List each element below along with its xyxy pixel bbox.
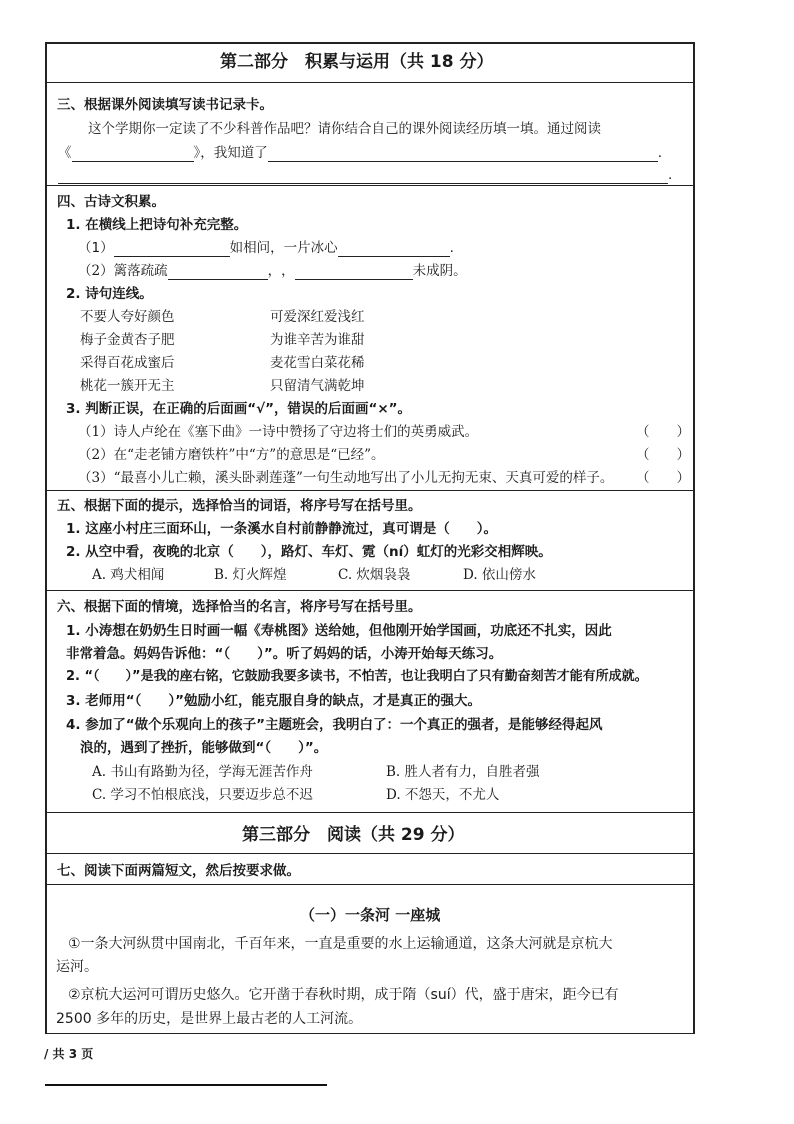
poem-blank[interactable] — [114, 242, 230, 257]
divider — [45, 884, 695, 885]
page-frame — [45, 42, 695, 1034]
book-title-blank[interactable] — [72, 147, 194, 162]
judge-item: （3）“最喜小儿亡赖，溪头卧剥莲蓬”一句生动地写出了小儿无拘无束、天真可爱的样子。 — [78, 470, 614, 486]
poem-left: 梅子金黄杏子肥 — [80, 332, 175, 348]
q4-heading: 四、古诗文积累。 — [57, 194, 165, 210]
q6-item: 2. “（ ）”是我的座右铭，它鼓励我要多读书，不怕苦，也让我明白了只有勤奋刻苦才能有所成就。 — [66, 669, 648, 684]
poem-text: （2）篱落疏疏 — [78, 263, 168, 279]
q3-fill-line — [58, 144, 662, 162]
poem-left: 桃花一簇开无主 — [80, 378, 175, 394]
option: A. 鸡犬相闻 — [92, 567, 165, 583]
judge-item: （2）在“走老铺方磨铁杵”中“方”的意思是“已经”。 — [78, 447, 385, 463]
q6-item: 3. 老师用“（ ）”勉励小红，能克服自身的缺点，才是真正的强大。 — [66, 693, 481, 709]
judge-item: （1）诗人卢纶在《塞下曲》一诗中赞扬了守边将士们的英勇威武。 — [78, 424, 479, 440]
q6-item: 浪的，遇到了挫折，能够做到“（ ）”。 — [80, 740, 328, 756]
poem-right: 麦花雪白菜花稀 — [270, 355, 365, 371]
poem-blank[interactable] — [338, 242, 450, 257]
q6-item: 1. 小涛想在奶奶生日时画一幅《寿桃图》送给她，但他刚开始学国画，功底还不扎实，因此 — [66, 623, 612, 639]
close-text: 》，我知道了 — [193, 145, 268, 161]
passage-text: 2500 多年的历史，是世界上最古老的人工河流。 — [56, 1011, 363, 1027]
q4-sub1: 1. 在横线上把诗句补充完整。 — [66, 217, 248, 233]
part2-title: 第二部分 积累与运用（共 18 分） — [220, 52, 494, 72]
divider — [45, 812, 695, 813]
poem-right: 为谁辛苦为谁甜 — [270, 332, 365, 348]
divider — [45, 1033, 695, 1034]
page-number: / 共 3 页 — [44, 1047, 94, 1061]
passage-text: ①一条大河纵贯中国南北，千百年来，一直是重要的水上运输通道，这条大河就是京杭大 — [68, 936, 613, 952]
divider — [45, 590, 695, 591]
bottom-rule — [45, 1084, 327, 1086]
poem-text: 未成阴。 — [412, 263, 467, 279]
answer-paren[interactable]: （ ） — [636, 447, 690, 463]
poem-left: 采得百花成蜜后 — [80, 355, 175, 371]
q5-item: 1. 这座小村庄三面环山，一条溪水自村前静静流过，真可谓是（ ）。 — [66, 521, 497, 537]
period: . — [668, 167, 673, 183]
poem-blank[interactable] — [295, 265, 413, 280]
answer-paren[interactable]: （ ） — [636, 470, 690, 486]
part3-title: 第三部分 阅读（共 29 分） — [242, 825, 465, 845]
option: C. 学习不怕根底浅，只要迈步总不迟 — [92, 787, 313, 803]
q4-sub3: 3. 判断正误，在正确的后面画“√”，错误的后面画“×”。 — [66, 401, 412, 417]
q4-line2 — [78, 262, 467, 280]
poem-blank[interactable] — [168, 265, 268, 280]
passage-title: （一）一条河 一座城 — [300, 906, 441, 924]
q6-item: 4. 参加了“做个乐观向上的孩子”主题班会，我明白了：一个真正的强者，是能够经得起风 — [66, 717, 603, 733]
period: . — [449, 240, 454, 256]
option: D. 不怨天，不尤人 — [386, 787, 500, 803]
q4-sub2: 2. 诗句连线。 — [66, 286, 153, 302]
open-quote: 《 — [58, 145, 72, 161]
comma: ， — [267, 263, 282, 279]
divider — [45, 185, 695, 186]
q5-heading: 五、根据下面的提示，选择恰当的词语，将序号写在括号里。 — [57, 498, 422, 514]
option: A. 书山有路勤为径，学海无涯苦作舟 — [92, 764, 313, 780]
q6-heading: 六、根据下面的情境，选择恰当的名言，将序号写在括号里。 — [57, 599, 422, 615]
poem-right: 只留清气满乾坤 — [270, 378, 365, 394]
option: B. 胜人者有力，自胜者强 — [386, 764, 540, 780]
learned-blank[interactable] — [268, 147, 658, 162]
option: D. 依山傍水 — [463, 567, 536, 583]
divider — [45, 82, 695, 83]
poem-right: 可爱深红爱浅红 — [270, 309, 365, 325]
option: B. 灯火辉煌 — [214, 567, 287, 583]
passage-text: 运河。 — [56, 959, 98, 975]
q7-heading: 七、阅读下面两篇短文，然后按要求做。 — [57, 863, 300, 879]
q3-fill-line-2 — [58, 166, 672, 184]
poem-left: 不要人夸好颜色 — [80, 309, 175, 325]
option: C. 炊烟袅袅 — [338, 567, 411, 583]
divider — [45, 853, 695, 854]
period: . — [657, 145, 663, 161]
poem-text: 如相问，一片冰心 — [229, 240, 338, 256]
passage-text: ②京杭大运河可谓历史悠久。它开凿于春秋时期，成于隋（suí）代，盛于唐宋，距今已有 — [68, 987, 619, 1003]
comma: ， — [281, 263, 295, 279]
item-number: （1） — [78, 240, 114, 256]
q5-item: 2. 从空中看，夜晚的北京（ ），路灯、车灯、霓（ní）虹灯的光彩交相辉映。 — [66, 544, 552, 560]
q3-prompt: 这个学期你一定读了不少科普作品吧？请你结合自己的课外阅读经历填一填。通过阅读 — [88, 121, 601, 137]
answer-paren[interactable]: （ ） — [636, 424, 690, 440]
q3-heading: 三、根据课外阅读填写读书记录卡。 — [57, 97, 273, 113]
q6-item: 非常着急。妈妈告诉他：“（ ）”。听了妈妈的话，小涛开始每天练习。 — [66, 646, 503, 662]
learned-blank-2[interactable] — [58, 169, 668, 184]
q4-line1 — [78, 239, 454, 257]
divider — [45, 490, 695, 491]
